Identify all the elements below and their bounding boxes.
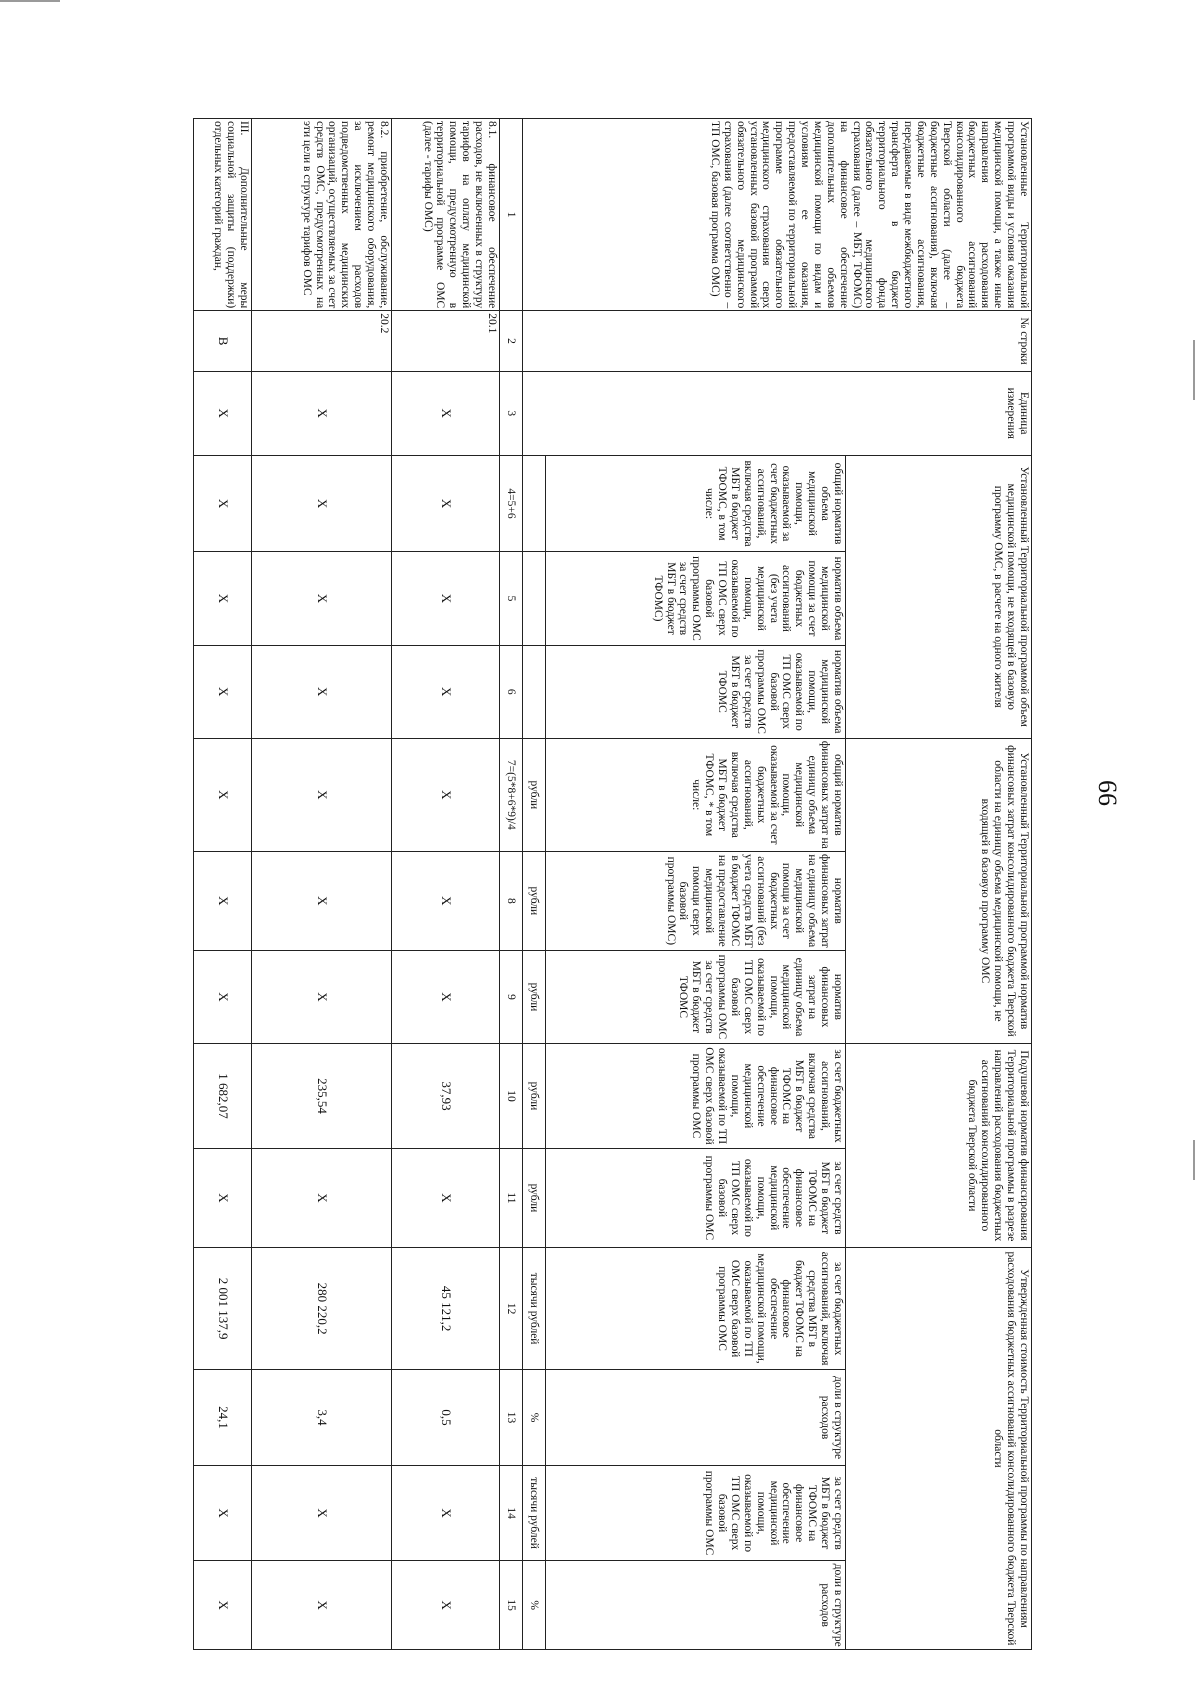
cell-11: X — [252, 1148, 392, 1247]
row-number: 20.2 — [252, 311, 392, 372]
cell-9: X — [392, 950, 500, 1043]
header-sub-10: за счет бюджетных ассигнований, включая средства МБТ в бюджет ТФОМС на финансовое обеспечение медицинской помощи, оказываемой по ТП ОМС сверх базовой программы ОМС — [546, 1044, 846, 1149]
col-number: 11 — [500, 1148, 523, 1247]
header-sub-15: доли в структуре расходов — [546, 1561, 846, 1650]
header-sub-11: за счет средств МБТ в бюджет ТФОМС на финансовое обеспечение медицинской помощи, оказываемой по ТП ОМС сверх базовой программы ОМС — [546, 1148, 846, 1247]
table-row — [252, 119, 392, 1650]
col-number: 10 — [500, 1044, 523, 1149]
row-unit: X — [252, 371, 392, 455]
col-number: 1 — [500, 119, 523, 311]
cell-10: 1 682,07 — [194, 1044, 252, 1149]
cell-5: X — [392, 552, 500, 645]
row-unit: X — [194, 371, 252, 455]
col-number: 6 — [500, 645, 523, 738]
cell-4: X — [194, 455, 252, 552]
cell-14: X — [194, 1465, 252, 1561]
cell-11: X — [194, 1148, 252, 1247]
unit-13: % — [523, 1370, 546, 1466]
cell-6: X — [392, 645, 500, 738]
col-number: 15 — [500, 1561, 523, 1650]
cell-13: 3,4 — [252, 1370, 392, 1466]
cell-7: X — [252, 738, 392, 851]
cell-15: X — [194, 1561, 252, 1650]
col-number: 4=5+6 — [500, 455, 523, 552]
cell-9: X — [194, 950, 252, 1043]
unit-6 — [523, 645, 546, 738]
header-col-3: Единица измерения — [523, 371, 1032, 455]
cell-7: X — [194, 738, 252, 851]
cell-12: 280 220,2 — [252, 1247, 392, 1369]
cell-11: X — [392, 1148, 500, 1247]
unit-9: рубли — [523, 950, 546, 1043]
col-number: 13 — [500, 1370, 523, 1466]
col-number: 8 — [500, 851, 523, 950]
cell-5: X — [194, 552, 252, 645]
cell-8: X — [392, 851, 500, 950]
header-col-1: Установленные Территориальной программой виды и условия оказания медицинской помощи, а также иные направления расходования бюджетных ассигнований консолидированного бюджета Тверской области (далее – бюджетные ассигнования), включая бюджетные ассигнования, передаваемые в виде межбюджетного трансферта в бюджет территориального фонда обязательного медицинского страхования (далее – МБТ, ТФОМС) на финансовое обеспечение дополнительных объемов медицинской помощи по видам и условиям ее оказания, предоставляемой по территориальной программе обязательного медицинского страхования сверх установленных базовой программой обязательного медицинского страхования (далее соответственно – ТП ОМС, базовая программа ОМС) — [523, 119, 1032, 311]
cell-4: X — [392, 455, 500, 552]
table-row — [194, 119, 252, 1650]
header-sub-7: общий норматив финансовых затрат на единицу объема медицинской помощи, оказываемой за счет бюджетных ассигнований, включая средства МБТ в бюджет ТФОМС, * в том числе: — [546, 738, 846, 851]
unit-11: рубли — [523, 1148, 546, 1247]
cell-13: 0,5 — [392, 1370, 500, 1466]
unit-12: тысячи рублей — [523, 1247, 546, 1369]
unit-10: рубли — [523, 1044, 546, 1149]
header-col-2: № строки — [523, 311, 1032, 372]
unit-15: % — [523, 1561, 546, 1650]
cell-10: 37,93 — [392, 1044, 500, 1149]
row-number: В — [194, 311, 252, 372]
header-sub-14: за счет средств МБТ в бюджет ТФОМС на финансовое обеспечение медицинской помощи, оказываемой по ТП ОМС сверх базовой программы ОМС — [546, 1465, 846, 1561]
row-name: 8.2. приобретение, обслуживание, ремонт медицинского оборудования, за исключением расходов подведомственных медицинских организаций, осуществляемых за счет средств ОМС, предусмотренных на эти цели в структуре тарифов ОМС — [252, 119, 392, 311]
unit-4 — [523, 455, 546, 552]
cell-14: X — [252, 1465, 392, 1561]
cell-15: X — [252, 1561, 392, 1650]
header-group-approved-cost: Утвержденная стоимость Территориальной программы по направлениям расходования бюджетных ассигнований консолидированного бюджета Тверской области — [846, 1247, 1032, 1649]
header-sub-5: норматив объема медицинской помощи за счет бюджетных ассигнований (без учета медицинской помощи, оказываемой по ТП ОМС сверх базовой программы ОМС за счет средств МБТ в бюджет ТФОМС) — [546, 552, 846, 645]
cell-12: 2 001 137,9 — [194, 1247, 252, 1369]
cell-7: X — [392, 738, 500, 851]
header-sub-6: норматив объема медицинской помощи, оказываемой по ТП ОМС сверх базовой программы ОМС за счет средств МБТ в бюджет ТФОМС — [546, 645, 846, 738]
cell-6: X — [252, 645, 392, 738]
cell-6: X — [194, 645, 252, 738]
cell-12: 45 121,2 — [392, 1247, 500, 1369]
cell-10: 235,54 — [252, 1044, 392, 1149]
table-row — [392, 119, 500, 1650]
col-number: 14 — [500, 1465, 523, 1561]
column-number-row — [500, 119, 523, 1650]
header-sub-9: норматив финансовых затрат на единицу объема медицинской помощи, оказываемой по ТП ОМС сверх базовой программы ОМС за счет средств МБТ в бюджет ТФОМС — [546, 950, 846, 1043]
header-sub-4: общий норматив объема медицинской помощи, оказываемой за счет бюджетных ассигнований, включая средства МБТ в бюджет ТФОМС, в том числе: — [546, 455, 846, 552]
col-number: 12 — [500, 1247, 523, 1369]
cell-13: 24,1 — [194, 1370, 252, 1466]
cell-15: X — [392, 1561, 500, 1650]
row-unit: X — [392, 371, 500, 455]
page-number: 66 — [1093, 780, 1122, 806]
cell-14: X — [392, 1465, 500, 1561]
col-number: 9 — [500, 950, 523, 1043]
row-name: 8.1. финансовое обеспечение расходов, не включенных в структуру тарифов на оплату медицинской помощи, предусмотренную в территориальной программе ОМС (далее - тарифы ОМС) — [392, 119, 500, 311]
header-sub-13: доли в структуре расходов — [546, 1370, 846, 1466]
col-number: 7=(5*8+6*9)/4 — [500, 738, 523, 851]
unit-8: рубли — [523, 851, 546, 950]
unit-5 — [523, 552, 546, 645]
cell-8: X — [194, 851, 252, 950]
row-name: III. Дополнительные меры социальной защиты (поддержки) отдельных категорий граждан, — [194, 119, 252, 311]
header-sub-8: норматив финансовых затрат на единицу объема медицинской помощи за счет бюджетных ассигнований (без учета средств МБТ в бюджет ТФОМС на предоставление медицинской помощи сверх базовой программы ОМС) — [546, 851, 846, 950]
unit-7: рубли — [523, 738, 546, 851]
cell-9: X — [252, 950, 392, 1043]
col-number: 5 — [500, 552, 523, 645]
cell-5: X — [252, 552, 392, 645]
header-group-per-capita: Подушевой норматив финансирования Территориальной программы в разрезе направлений расходования бюджетных ассигнований консолидированного бюджета Тверской области — [846, 1044, 1032, 1248]
cell-8: X — [252, 851, 392, 950]
header-sub-12: за счет бюджетных ассигнований, включая средства МБТ в бюджет ТФОМС на финансовое обеспечение медицинской помощи, оказываемой по ТП ОМС сверх базовой программы ОМС — [546, 1247, 846, 1369]
unit-14: тысячи рублей — [523, 1465, 546, 1561]
header-row-top — [846, 119, 1032, 1650]
header-group-cost: Установленный Территориальной программой норматив финансовых затрат консолидированного бюджета Тверской области на единицу объема медицинской помощи, не входящей в базовую программу ОМС — [846, 738, 1032, 1043]
col-number: 3 — [500, 371, 523, 455]
row-number: 20.1 — [392, 311, 500, 372]
budget-table — [193, 118, 1032, 1650]
col-number: 2 — [500, 311, 523, 372]
cell-4: X — [252, 455, 392, 552]
header-group-volume: Установленный Территориальной программой объем медицинской помощи, не входящей в базовую программу ОМС, в расчете на одного жителя — [846, 455, 1032, 738]
